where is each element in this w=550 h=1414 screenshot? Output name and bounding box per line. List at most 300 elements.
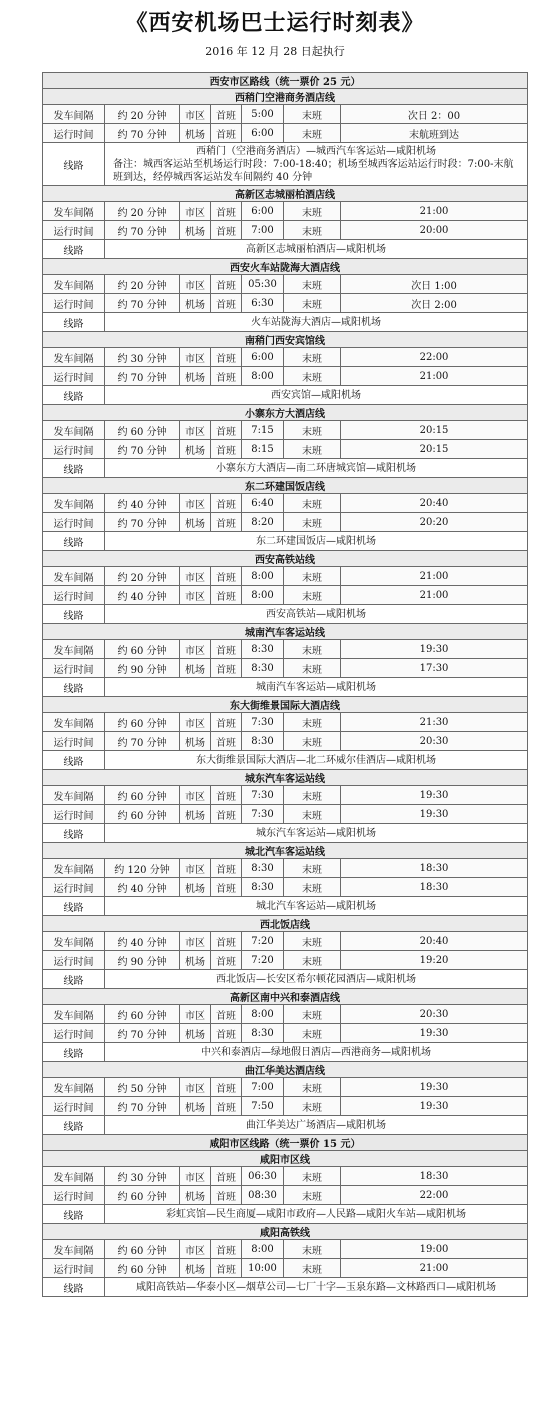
last-label: 末班 [284,805,341,824]
line-name: 曲江华美达酒店线 [43,1062,528,1078]
row-label: 发车间隔 [43,859,105,878]
first-label: 首班 [211,202,242,221]
first-time: 08:30 [242,1186,284,1205]
last-time: 21:00 [341,586,528,605]
row-label: 运行时间 [43,367,105,386]
line-name-row [43,478,528,494]
route-row [43,386,528,405]
line-name-row [43,259,528,275]
origin-value: 市区 [180,1078,211,1097]
route-row [43,751,528,770]
schedule-row [43,494,528,513]
row-label: 运行时间 [43,513,105,532]
route-stops: 小寨东方大酒店—南二环唐城宾馆—咸阳机场 [216,462,417,474]
origin-value: 市区 [180,421,211,440]
last-time: 22:00 [341,1186,528,1205]
row-label: 运行时间 [43,878,105,897]
interval-value: 约 60 分钟 [105,640,180,659]
first-time: 8:15 [242,440,284,459]
line-name-row [43,89,528,105]
last-time: 20:30 [341,732,528,751]
interval-value: 约 60 分钟 [105,1259,180,1278]
route-row [43,824,528,843]
line-name-row [43,843,528,859]
interval-value: 约 30 分钟 [105,348,180,367]
last-time: 21:00 [341,1259,528,1278]
last-label: 末班 [284,567,341,586]
last-label: 末班 [284,878,341,897]
last-time: 18:30 [341,878,528,897]
route-text [105,386,528,405]
route-text [105,143,528,186]
origin-value: 机场 [180,440,211,459]
route-label: 线路 [43,605,105,624]
last-label: 末班 [284,859,341,878]
row-label: 发车间隔 [43,567,105,586]
last-time: 17:30 [341,659,528,678]
last-label: 末班 [284,932,341,951]
last-label: 末班 [284,951,341,970]
timetable-body [43,73,528,1297]
row-label: 发车间隔 [43,1005,105,1024]
route-row [43,240,528,259]
first-time: 8:30 [242,1024,284,1043]
interval-value: 约 90 分钟 [105,659,180,678]
schedule-row [43,640,528,659]
line-name-row [43,186,528,202]
schedule-row [43,732,528,751]
interval-value: 约 60 分钟 [105,805,180,824]
first-label: 首班 [211,1078,242,1097]
route-text [105,1278,528,1297]
last-time: 21:00 [341,567,528,586]
row-label: 运行时间 [43,440,105,459]
route-row [43,678,528,697]
first-time: 7:30 [242,805,284,824]
route-stops: 城南汽车客运站—咸阳机场 [256,681,377,693]
last-time: 19:30 [341,786,528,805]
origin-value: 机场 [180,1186,211,1205]
route-stops: 西安高铁站—咸阳机场 [266,608,367,620]
first-time: 7:30 [242,786,284,805]
effective-date: 2016 年 12 月 28 日起执行 [205,45,345,58]
origin-value: 市区 [180,494,211,513]
schedule-row [43,878,528,897]
last-label: 末班 [284,367,341,386]
interval-value: 约 40 分钟 [105,586,180,605]
route-stops: 曲江华美达广场酒店—咸阳机场 [246,1119,387,1131]
route-row [43,1278,528,1297]
route-row [43,532,528,551]
line-name: 西安火车站陇海大酒店线 [43,259,528,275]
schedule-row [43,221,528,240]
section-header-row [43,73,528,89]
line-name-row [43,770,528,786]
row-label: 运行时间 [43,1097,105,1116]
route-label: 线路 [43,532,105,551]
schedule-row [43,1024,528,1043]
schedule-row [43,659,528,678]
first-label: 首班 [211,859,242,878]
origin-value: 机场 [180,294,211,313]
schedule-row [43,124,528,143]
first-time: 5:00 [242,105,284,124]
last-label: 末班 [284,221,341,240]
route-label: 线路 [43,386,105,405]
document-title: 《西安机场巴士运行时刻表》 [125,10,425,36]
first-time: 8:00 [242,367,284,386]
first-time: 7:00 [242,221,284,240]
row-label: 运行时间 [43,732,105,751]
row-label: 发车间隔 [43,105,105,124]
interval-value: 约 120 分钟 [105,859,180,878]
origin-value: 市区 [180,786,211,805]
last-label: 末班 [284,124,341,143]
last-time: 次日 2：00 [341,105,528,124]
timetable-container [42,72,527,1297]
row-label: 运行时间 [43,659,105,678]
last-time: 19:30 [341,1024,528,1043]
first-label: 首班 [211,421,242,440]
route-label: 线路 [43,824,105,843]
route-text [105,532,528,551]
last-time: 20:30 [341,1005,528,1024]
first-label: 首班 [211,221,242,240]
last-time: 20:00 [341,221,528,240]
first-time: 8:20 [242,513,284,532]
line-name: 东大街维景国际大酒店线 [43,697,528,713]
origin-value: 市区 [180,586,211,605]
last-label: 末班 [284,1005,341,1024]
route-text [105,751,528,770]
first-label: 首班 [211,659,242,678]
origin-value: 机场 [180,367,211,386]
route-row [43,313,528,332]
schedule-row [43,294,528,313]
first-label: 首班 [211,1005,242,1024]
first-label: 首班 [211,124,242,143]
first-time: 8:00 [242,1240,284,1259]
route-label: 线路 [43,970,105,989]
last-time: 21:00 [341,367,528,386]
first-label: 首班 [211,440,242,459]
last-label: 末班 [284,1024,341,1043]
schedule-row [43,713,528,732]
last-label: 末班 [284,348,341,367]
line-name-row [43,1062,528,1078]
first-label: 首班 [211,805,242,824]
first-label: 首班 [211,513,242,532]
route-label: 线路 [43,313,105,332]
schedule-row [43,951,528,970]
first-time: 6:00 [242,348,284,367]
route-text [105,1116,528,1135]
row-label: 运行时间 [43,951,105,970]
last-time: 20:40 [341,932,528,951]
schedule-row [43,859,528,878]
last-time: 次日 2:00 [341,294,528,313]
last-time: 21:00 [341,202,528,221]
interval-value: 约 50 分钟 [105,1078,180,1097]
route-label: 线路 [43,678,105,697]
schedule-row [43,586,528,605]
origin-value: 机场 [180,805,211,824]
line-name-row [43,405,528,421]
origin-value: 市区 [180,1005,211,1024]
interval-value: 约 70 分钟 [105,367,180,386]
route-row [43,970,528,989]
section-header-row [43,1135,528,1151]
origin-value: 机场 [180,878,211,897]
line-name: 高新区志城丽柏酒店线 [43,186,528,202]
first-time: 05:30 [242,275,284,294]
route-stops: 城东汽车客运站—咸阳机场 [256,827,377,839]
origin-value: 机场 [180,1024,211,1043]
line-name: 西稍门空港商务酒店线 [43,89,528,105]
last-label: 末班 [284,275,341,294]
last-label: 末班 [284,1259,341,1278]
interval-value: 约 40 分钟 [105,494,180,513]
interval-value: 约 60 分钟 [105,713,180,732]
schedule-row [43,1097,528,1116]
route-row [43,143,528,186]
row-label: 发车间隔 [43,421,105,440]
last-label: 末班 [284,1078,341,1097]
origin-value: 市区 [180,202,211,221]
route-row [43,1205,528,1224]
line-name: 城南汽车客运站线 [43,624,528,640]
route-text [105,240,528,259]
line-name-row [43,1151,528,1167]
route-stops: 中兴和泰酒店—绿地假日酒店—西港商务—咸阳机场 [201,1046,432,1058]
origin-value: 市区 [180,105,211,124]
last-time: 19:30 [341,640,528,659]
last-label: 末班 [284,732,341,751]
last-label: 末班 [284,421,341,440]
route-stops: 西稍门（空港商务酒店）—城西汽车客运站—咸阳机场 [196,145,437,157]
first-time: 8:30 [242,640,284,659]
interval-value: 约 70 分钟 [105,124,180,143]
line-name-row [43,989,528,1005]
line-name: 东二环建国饭店线 [43,478,528,494]
route-row [43,897,528,916]
schedule-row [43,367,528,386]
route-label: 线路 [43,1278,105,1297]
route-label: 线路 [43,1116,105,1135]
route-label: 线路 [43,1205,105,1224]
last-time: 18:30 [341,1167,528,1186]
origin-value: 市区 [180,859,211,878]
origin-value: 机场 [180,659,211,678]
first-time: 6:40 [242,494,284,513]
origin-value: 市区 [180,1240,211,1259]
last-label: 末班 [284,1240,341,1259]
last-time: 19:30 [341,1097,528,1116]
timetable [42,72,528,1297]
schedule-row [43,421,528,440]
row-label: 运行时间 [43,221,105,240]
schedule-row [43,1078,528,1097]
last-label: 末班 [284,786,341,805]
line-name-row [43,697,528,713]
first-label: 首班 [211,732,242,751]
line-name: 咸阳市区线 [43,1151,528,1167]
route-text [105,824,528,843]
schedule-row [43,567,528,586]
route-stops: 彩虹宾馆—民生商厦—咸阳市政府—人民路—咸阳火车站—咸阳机场 [166,1208,467,1220]
line-name-row [43,624,528,640]
route-text [105,970,528,989]
first-time: 7:15 [242,421,284,440]
interval-value: 约 70 分钟 [105,440,180,459]
line-name-row [43,332,528,348]
first-label: 首班 [211,1024,242,1043]
last-time: 末航班到达 [341,124,528,143]
route-text [105,678,528,697]
line-name: 南稍门西安宾馆线 [43,332,528,348]
row-label: 发车间隔 [43,640,105,659]
origin-value: 市区 [180,640,211,659]
first-time: 6:30 [242,294,284,313]
row-label: 运行时间 [43,294,105,313]
first-time: 7:20 [242,951,284,970]
route-note: 备注：城西客运站至机场运行时段：7:00-18:40；机场至城西客运站运行时段：7:00-末航 [113,158,514,170]
row-label: 运行时间 [43,586,105,605]
first-time: 7:00 [242,1078,284,1097]
interval-value: 约 60 分钟 [105,421,180,440]
schedule-row [43,1167,528,1186]
origin-value: 市区 [180,275,211,294]
interval-value: 约 70 分钟 [105,221,180,240]
last-label: 末班 [284,513,341,532]
route-label: 线路 [43,1043,105,1062]
last-label: 末班 [284,294,341,313]
row-label: 发车间隔 [43,348,105,367]
origin-value: 机场 [180,1097,211,1116]
route-label: 线路 [43,459,105,478]
last-label: 末班 [284,1097,341,1116]
last-label: 末班 [284,105,341,124]
row-label: 运行时间 [43,124,105,143]
last-label: 末班 [284,713,341,732]
last-time: 19:30 [341,805,528,824]
interval-value: 约 60 分钟 [105,786,180,805]
line-name-row [43,916,528,932]
line-name: 咸阳高铁线 [43,1224,528,1240]
route-text [105,1043,528,1062]
row-label: 运行时间 [43,1186,105,1205]
route-stops: 高新区志城丽柏酒店—咸阳机场 [246,243,387,255]
row-label: 发车间隔 [43,494,105,513]
line-name: 西北饭店线 [43,916,528,932]
route-stops: 东大街维景国际大酒店—北二环威尔佳酒店—咸阳机场 [196,754,437,766]
interval-value: 约 60 分钟 [105,1005,180,1024]
route-text [105,605,528,624]
origin-value: 机场 [180,732,211,751]
last-time: 19:30 [341,1078,528,1097]
first-label: 首班 [211,1167,242,1186]
schedule-row [43,275,528,294]
schedule-row [43,786,528,805]
first-time: 6:00 [242,124,284,143]
section-title: 西安市区路线（统一票价 25 元） [43,73,528,89]
first-label: 首班 [211,1186,242,1205]
route-label: 线路 [43,751,105,770]
line-name: 城北汽车客运站线 [43,843,528,859]
line-name-row [43,1224,528,1240]
first-time: 6:00 [242,202,284,221]
last-time: 19:20 [341,951,528,970]
route-stops: 咸阳高铁站—华泰小区—烟草公司—七厂十字—玉泉东路—文林路西口—咸阳机场 [136,1281,497,1293]
first-time: 7:50 [242,1097,284,1116]
first-label: 首班 [211,294,242,313]
last-time: 18:30 [341,859,528,878]
section-title: 咸阳市区线路（统一票价 15 元） [43,1135,528,1151]
last-time: 19:00 [341,1240,528,1259]
line-name: 城东汽车客运站线 [43,770,528,786]
first-label: 首班 [211,713,242,732]
schedule-row [43,1259,528,1278]
route-text [105,313,528,332]
schedule-row [43,932,528,951]
interval-value: 约 60 分钟 [105,1240,180,1259]
interval-value: 约 30 分钟 [105,1167,180,1186]
row-label: 运行时间 [43,1259,105,1278]
first-label: 首班 [211,932,242,951]
schedule-row [43,1240,528,1259]
route-row [43,1116,528,1135]
last-time: 22:00 [341,348,528,367]
last-time: 20:40 [341,494,528,513]
last-label: 末班 [284,640,341,659]
first-label: 首班 [211,586,242,605]
first-time: 8:00 [242,1005,284,1024]
line-name-row [43,551,528,567]
origin-value: 市区 [180,1167,211,1186]
route-note: 班到达，经停城西客运站发车间隔约 40 分钟 [113,171,313,183]
schedule-row [43,1186,528,1205]
interval-value: 约 70 分钟 [105,513,180,532]
first-time: 06:30 [242,1167,284,1186]
row-label: 发车间隔 [43,932,105,951]
line-name: 高新区南中兴和泰酒店线 [43,989,528,1005]
last-label: 末班 [284,659,341,678]
first-time: 7:30 [242,713,284,732]
first-label: 首班 [211,348,242,367]
first-time: 8:00 [242,586,284,605]
row-label: 发车间隔 [43,786,105,805]
first-label: 首班 [211,640,242,659]
route-stops: 火车站陇海大酒店—咸阳机场 [251,316,382,328]
route-stops: 西安宾馆—咸阳机场 [271,389,362,401]
last-label: 末班 [284,1186,341,1205]
origin-value: 机场 [180,221,211,240]
first-label: 首班 [211,1097,242,1116]
route-row [43,459,528,478]
origin-value: 机场 [180,951,211,970]
first-time: 8:00 [242,567,284,586]
schedule-row [43,440,528,459]
first-label: 首班 [211,878,242,897]
origin-value: 机场 [180,124,211,143]
origin-value: 市区 [180,932,211,951]
row-label: 运行时间 [43,1024,105,1043]
last-label: 末班 [284,1167,341,1186]
line-name: 小寨东方大酒店线 [43,405,528,421]
route-text [105,1205,528,1224]
route-label: 线路 [43,240,105,259]
last-time: 20:15 [341,421,528,440]
